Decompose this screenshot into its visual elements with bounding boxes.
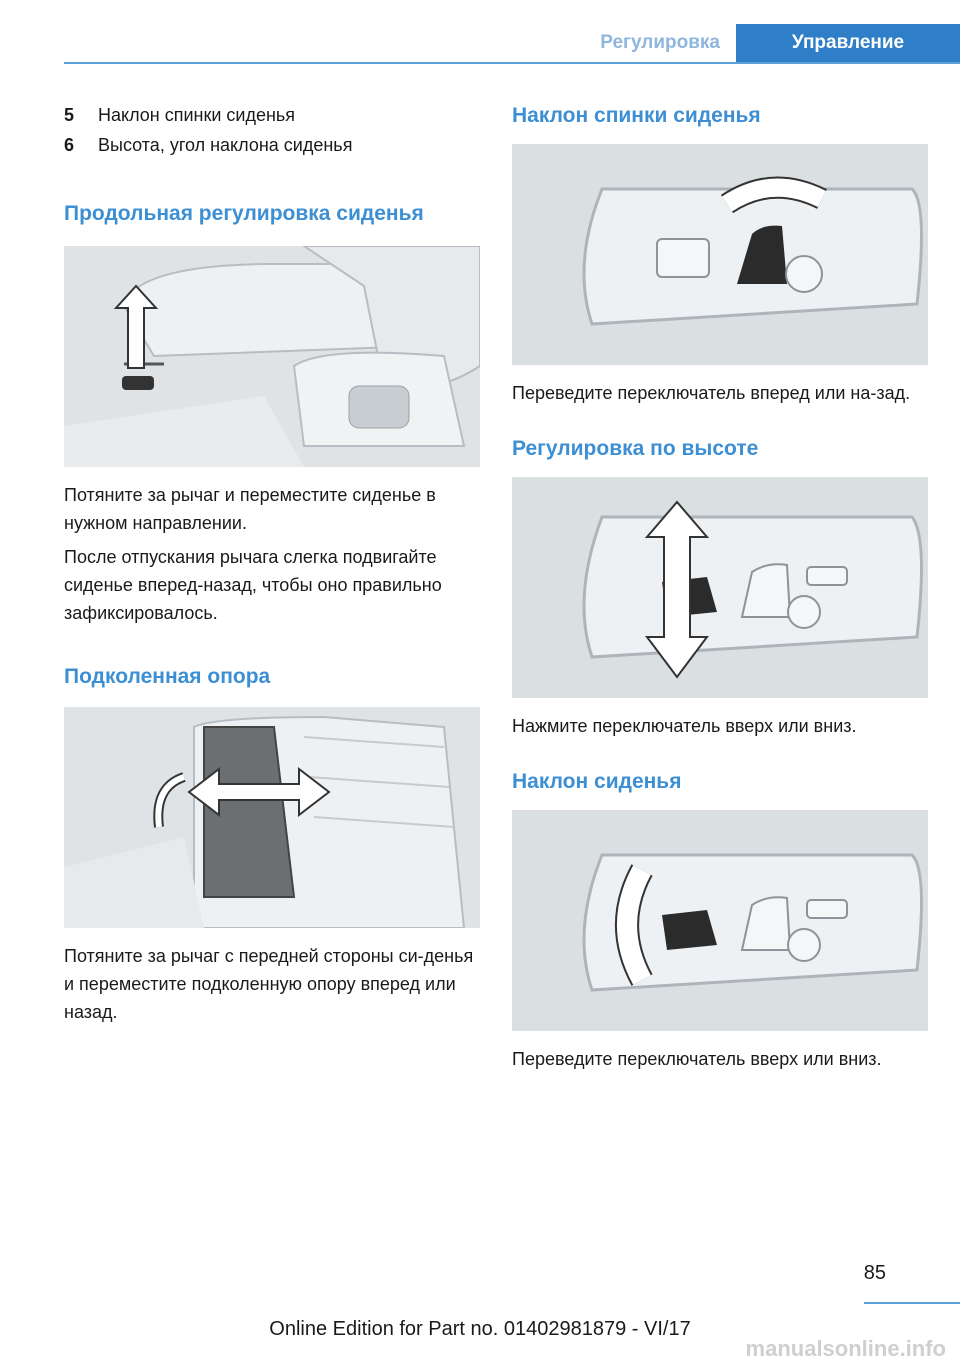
list-item (64, 130, 480, 160)
footer-edition: Online Edition for Part no. 01402981879 - VI/17 (269, 1318, 691, 1340)
tilt-text: Переведите переключатель вверх или вниз. (512, 1049, 882, 1069)
backrest-text: Переведите переключатель вперед или на-зад. (512, 383, 911, 403)
item-number: 6 (64, 135, 75, 155)
thigh-support-text: Потяните за рычаг с передней стороны си-денья и переместите подколенную опору вперед или назад. (64, 946, 474, 1022)
fore-aft-heading: Продольная регулировка сиденья (64, 202, 424, 225)
list-item (64, 100, 480, 130)
height-illustration (512, 477, 928, 698)
chapter-tab[interactable]: Управление (736, 24, 960, 62)
item-number: 5 (64, 105, 75, 125)
page-number-rule (864, 1302, 960, 1304)
item-text: Высота, угол наклона сиденья (98, 135, 353, 155)
item-text: Наклон спинки сиденья (98, 105, 296, 125)
backrest-heading: Наклон спинки сиденья (512, 104, 761, 127)
page-header (64, 24, 960, 64)
tilt-illustration (512, 810, 928, 1031)
backrest-illustration (512, 144, 928, 365)
section-tab[interactable]: Регулировка (600, 32, 720, 53)
tilt-heading: Наклон сиденья (512, 770, 682, 793)
watermark: manualsonline.info (745, 1336, 946, 1361)
thigh-support-illustration (64, 707, 480, 928)
fore-aft-text-2: После отпускания рычага слегка подвигайте сиденье вперед-назад, чтобы оно правильно зафиксировалось. (64, 547, 442, 623)
thigh-support-heading: Подколенная опора (64, 665, 271, 688)
height-heading: Регулировка по высоте (512, 437, 759, 460)
left-column (64, 100, 480, 1026)
fore-aft-illustration (64, 246, 480, 467)
height-text: Нажмите переключатель вверх или вниз. (512, 716, 857, 736)
page-number: 85 (863, 1262, 886, 1284)
right-column (512, 104, 928, 1073)
fore-aft-text-1: Потяните за рычаг и переместите сиденье в нужном направлении. (64, 485, 436, 533)
